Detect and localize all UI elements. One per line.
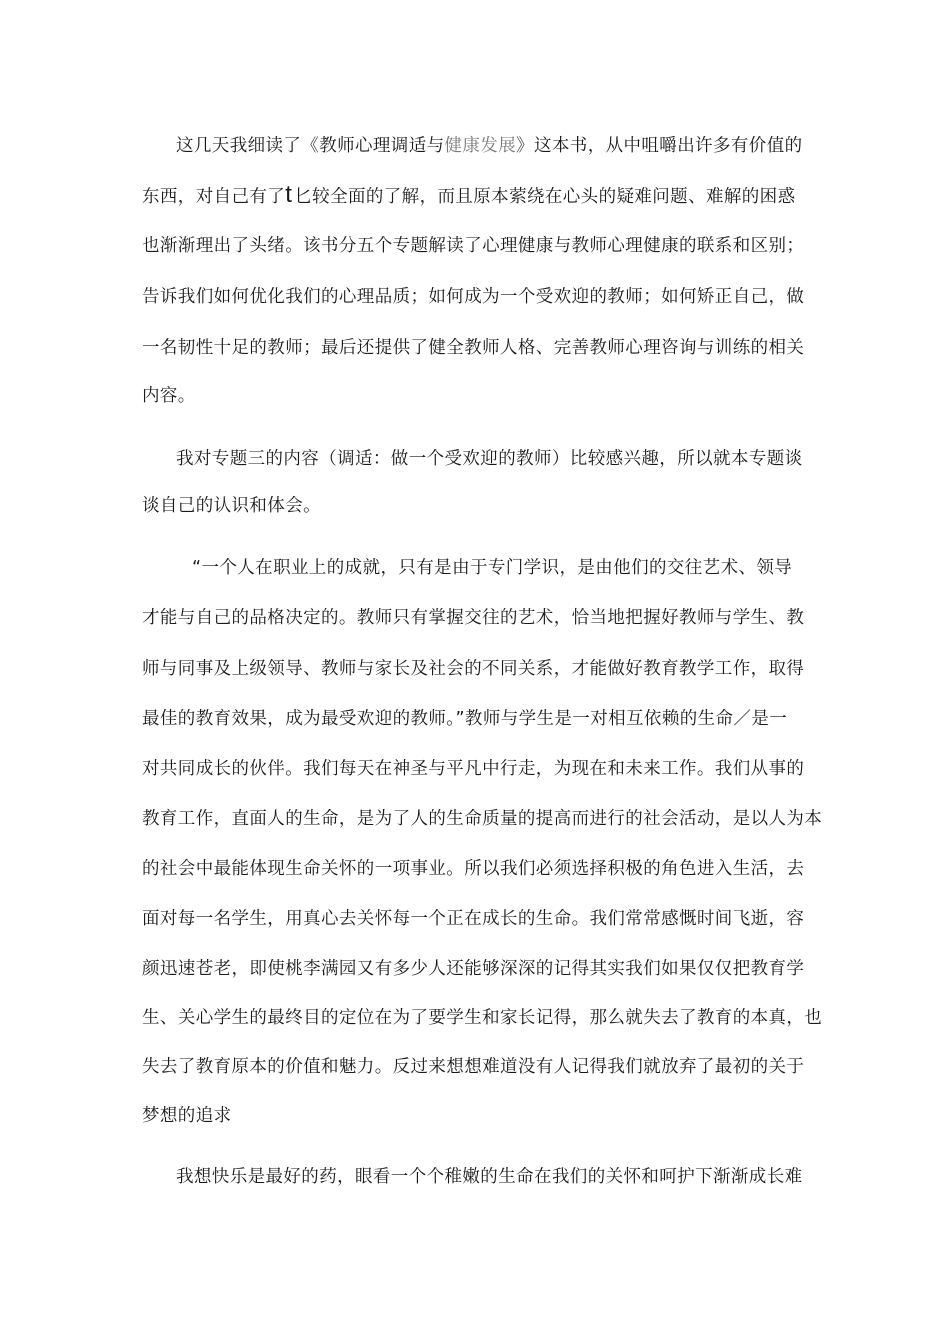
paragraph-1-line-1 (176, 134, 814, 158)
text-run: 》这本书，从中咀嚼出许多有价值的 (516, 136, 803, 156)
paragraph-1-line-3: 也渐渐理出了头绪。该书分五个专题解读了心理健康与教师心理健康的联系和区别； (142, 236, 805, 256)
text-run-light: 健康发展 (444, 136, 517, 156)
paragraph-3-line-4: 最佳的教育效果，成为最受欢迎的教师。”教师与学生是一对相互依赖的生命／是一 (142, 709, 788, 729)
paragraph-1-line-5: 一名韧性十足的教师；最后还提供了健全教师人格、完善教师心理咨询与训练的相关 (142, 338, 805, 358)
paragraph-3-line-12: 梦想的追求 (142, 1106, 232, 1126)
paragraph-2-line-2: 谈自己的认识和体会。 (142, 496, 321, 516)
paragraph-3-line-11: 失去了教育原本的价值和魅力。反过来想想难道没有人记得我们就放弃了最初的关于 (142, 1057, 805, 1077)
paragraph-3-line-7: 的社会中最能体现生命关怀的一项事业。所以我们必须选择积极的角色进入生活，去 (142, 859, 805, 879)
paragraph-3-line-5: 对共同成长的伙伴。我们每天在神圣与平凡中行走，为现在和未来工作。我们从事的 (142, 759, 805, 779)
paragraph-3-line-8: 面对每一名学生，用真心去关怀每一个正在成长的生命。我们常常感慨时间飞逝，容 (142, 909, 805, 929)
paragraph-1-line-6: 内容。 (142, 386, 196, 406)
paragraph-3-line-3: 师与同事及上级领导、教师与家长及社会的不同关系，才能做好教育教学工作，取得 (142, 659, 805, 679)
paragraph-3-line-2: 才能与自己的品格决定的。教师只有掌握交往的艺术，恰当地把握好教师与学生、教 (142, 608, 805, 628)
paragraph-3-line-9: 颜迅速苍老，即使桃李满园又有多少人还能够深深的记得其实我们如果仅仅把教育学 (142, 959, 805, 979)
paragraph-1-line-4: 告诉我们如何优化我们的心理品质；如何成为一个受欢迎的教师；如何矫正自己，做 (142, 287, 805, 307)
paragraph-3-line-10: 生、关心学生的最终目的定位在为了要学生和家长记得，那么就失去了教育的本真，也 (142, 1008, 823, 1028)
text-run: 东西，对自己有了 (142, 187, 286, 207)
paragraph-2-line-1: 我对专题三的内容（调适：做一个受欢迎的教师）比较感兴趣，所以就本专题谈 (176, 449, 803, 469)
paragraph-1-line-2 (142, 183, 814, 209)
paragraph-3-line-6: 教育工作，直面人的生命，是为了人的生命质量的提高而进行的社会活动，是以人为本 (142, 809, 823, 829)
paragraph-3-line-1: “一个人在职业上的成就，只有是由于专门学识，是由他们的交往艺术、领导 (192, 558, 793, 578)
text-run: 这几天我细读了《教师心理调适与 (176, 136, 445, 156)
text-run-glyph: t (285, 181, 293, 208)
paragraph-4-line-1: 我想快乐是最好的药，眼看一个个稚嫩的生命在我们的关怀和呵护下渐渐成长难 (176, 1167, 803, 1187)
text-run: 匕较全面的了解，而且原本萦绕在心头的疑难问题、难解的困惑 (294, 187, 796, 207)
